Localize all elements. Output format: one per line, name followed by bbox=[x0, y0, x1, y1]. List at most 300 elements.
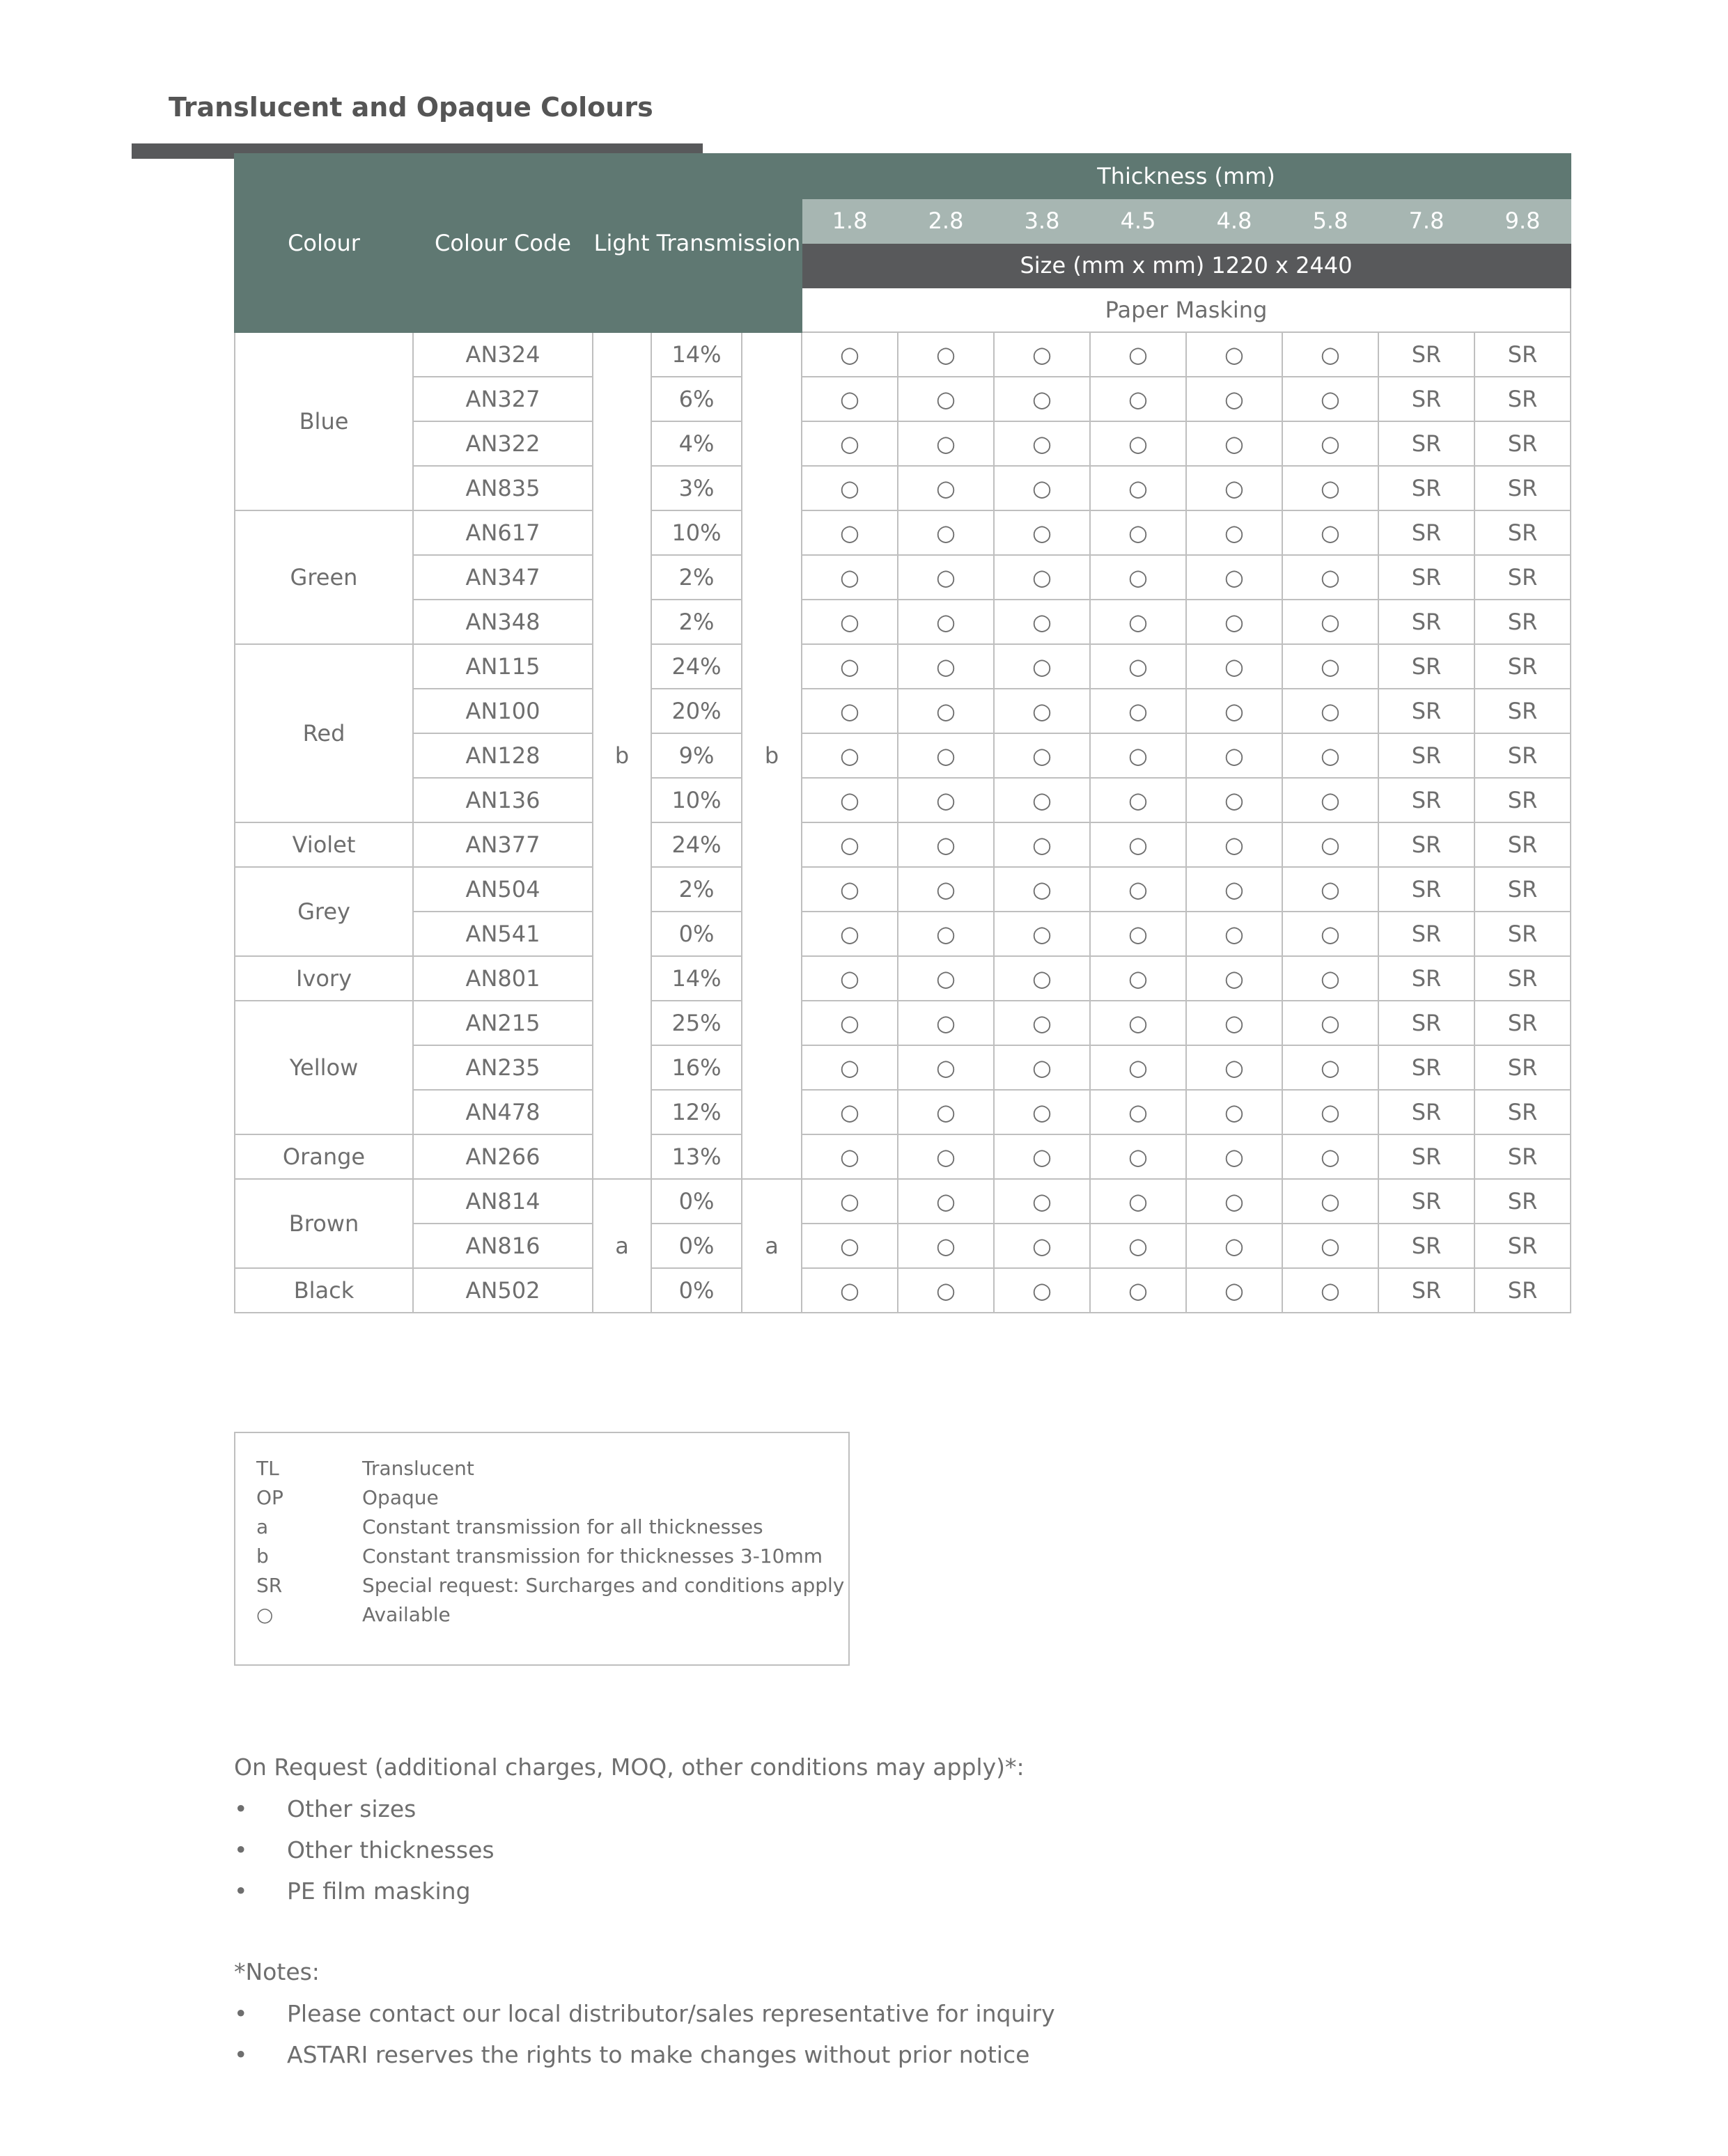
availability-cell: SR bbox=[1378, 421, 1474, 466]
availability-cell: ○ bbox=[1186, 510, 1282, 555]
table-row bbox=[235, 778, 1571, 822]
availability-cell: ○ bbox=[1282, 466, 1378, 510]
notes-heading: *Notes: bbox=[234, 1958, 320, 1985]
availability-cell: ○ bbox=[1186, 1134, 1282, 1179]
transmission-value-cell: 3% bbox=[651, 466, 742, 510]
transmission-value-cell: 9% bbox=[651, 733, 742, 778]
availability-cell: ○ bbox=[994, 1001, 1090, 1045]
bullet-item bbox=[234, 2034, 1055, 2075]
transmission-value-cell: 12% bbox=[651, 1090, 742, 1134]
availability-cell: ○ bbox=[898, 332, 994, 377]
availability-cell: SR bbox=[1378, 822, 1474, 867]
availability-cell: ○ bbox=[1186, 689, 1282, 733]
thickness-3-8: 3.8 bbox=[994, 198, 1090, 243]
availability-cell: SR bbox=[1474, 1268, 1571, 1313]
table-row bbox=[235, 867, 1571, 912]
availability-cell: ○ bbox=[994, 867, 1090, 912]
colour-code-cell: AN835 bbox=[413, 466, 593, 510]
availability-cell: ○ bbox=[1282, 332, 1378, 377]
availability-cell: ○ bbox=[1090, 600, 1186, 644]
availability-cell: ○ bbox=[1186, 1224, 1282, 1268]
colour-cell: Orange bbox=[235, 1134, 413, 1179]
header-size: Size (mm x mm) 1220 x 2440 bbox=[802, 243, 1571, 288]
availability-cell: ○ bbox=[898, 1045, 994, 1090]
availability-cell: ○ bbox=[898, 377, 994, 421]
availability-cell: ○ bbox=[1090, 778, 1186, 822]
availability-cell: ○ bbox=[1186, 555, 1282, 600]
bullet-text: Other thicknesses bbox=[287, 1836, 495, 1864]
availability-cell: ○ bbox=[898, 555, 994, 600]
availability-cell: ○ bbox=[802, 510, 898, 555]
availability-cell: ○ bbox=[1282, 1268, 1378, 1313]
availability-cell: ○ bbox=[802, 1001, 898, 1045]
availability-cell: SR bbox=[1378, 600, 1474, 644]
availability-cell: ○ bbox=[1186, 867, 1282, 912]
availability-cell: ○ bbox=[1186, 600, 1282, 644]
legend-box bbox=[234, 1432, 850, 1666]
availability-cell: ○ bbox=[898, 1179, 994, 1224]
table-row bbox=[235, 332, 1571, 377]
availability-cell: ○ bbox=[1282, 733, 1378, 778]
legend-key: b bbox=[256, 1545, 269, 1568]
colour-code-cell: AN502 bbox=[413, 1268, 593, 1313]
colour-code-cell: AN266 bbox=[413, 1134, 593, 1179]
thickness-4-8: 4.8 bbox=[1186, 198, 1282, 243]
colour-code-cell: AN478 bbox=[413, 1090, 593, 1134]
availability-cell: ○ bbox=[994, 689, 1090, 733]
availability-cell: ○ bbox=[898, 822, 994, 867]
table-row bbox=[235, 555, 1571, 600]
table-row bbox=[235, 912, 1571, 956]
transmission-value-cell: 24% bbox=[651, 644, 742, 689]
availability-cell: SR bbox=[1474, 332, 1571, 377]
transmission-value-cell: 0% bbox=[651, 912, 742, 956]
availability-cell: SR bbox=[1474, 377, 1571, 421]
availability-cell: ○ bbox=[802, 644, 898, 689]
availability-cell: ○ bbox=[1090, 377, 1186, 421]
table-row bbox=[235, 1134, 1571, 1179]
availability-cell: ○ bbox=[1282, 1179, 1378, 1224]
availability-cell: ○ bbox=[802, 733, 898, 778]
availability-cell: ○ bbox=[1282, 1001, 1378, 1045]
colour-spec-table bbox=[234, 153, 1571, 1313]
availability-cell: ○ bbox=[898, 1090, 994, 1134]
bullet-item bbox=[234, 1870, 1025, 1912]
availability-cell: ○ bbox=[994, 1224, 1090, 1268]
transmission-value-cell: 2% bbox=[651, 555, 742, 600]
availability-cell: ○ bbox=[1090, 466, 1186, 510]
legend-item bbox=[256, 1515, 763, 1538]
table-row bbox=[235, 689, 1571, 733]
availability-cell: ○ bbox=[1090, 1090, 1186, 1134]
availability-cell: SR bbox=[1378, 466, 1474, 510]
table-row bbox=[235, 1090, 1571, 1134]
availability-cell: ○ bbox=[994, 778, 1090, 822]
availability-cell: SR bbox=[1378, 1224, 1474, 1268]
colour-code-cell: AN541 bbox=[413, 912, 593, 956]
transmission-value-cell: 14% bbox=[651, 956, 742, 1001]
availability-cell: SR bbox=[1474, 867, 1571, 912]
availability-cell: SR bbox=[1474, 555, 1571, 600]
availability-cell: ○ bbox=[1186, 1179, 1282, 1224]
colour-cell: Red bbox=[235, 644, 413, 822]
availability-cell: SR bbox=[1378, 555, 1474, 600]
availability-cell: ○ bbox=[802, 1134, 898, 1179]
table-body bbox=[235, 332, 1571, 1313]
page-title: Translucent and Opaque Colours bbox=[169, 92, 653, 123]
availability-cell: ○ bbox=[1282, 644, 1378, 689]
bullet-dot: • bbox=[234, 2000, 248, 2027]
transmission-value-cell: 16% bbox=[651, 1045, 742, 1090]
colour-code-cell: AN348 bbox=[413, 600, 593, 644]
legend-item bbox=[256, 1603, 451, 1626]
availability-cell: ○ bbox=[802, 689, 898, 733]
availability-cell: ○ bbox=[1282, 510, 1378, 555]
bullet-item bbox=[234, 1993, 1055, 2034]
bullet-text: Please contact our local distributor/sales representative for inquiry bbox=[287, 2000, 1055, 2027]
colour-cell: Yellow bbox=[235, 1001, 413, 1134]
transmission-note-cell: a bbox=[742, 1179, 802, 1313]
availability-cell: ○ bbox=[1186, 733, 1282, 778]
availability-cell: ○ bbox=[898, 421, 994, 466]
transmission-value-cell: 10% bbox=[651, 778, 742, 822]
availability-cell: ○ bbox=[994, 1090, 1090, 1134]
availability-cell: SR bbox=[1378, 689, 1474, 733]
availability-cell: ○ bbox=[802, 1224, 898, 1268]
colour-cell: Blue bbox=[235, 332, 413, 510]
availability-cell: SR bbox=[1474, 778, 1571, 822]
transmission-value-cell: 2% bbox=[651, 600, 742, 644]
availability-cell: ○ bbox=[802, 867, 898, 912]
header-colour: Colour bbox=[235, 154, 413, 332]
availability-cell: SR bbox=[1474, 1134, 1571, 1179]
availability-cell: SR bbox=[1474, 822, 1571, 867]
transmission-value-cell: 10% bbox=[651, 510, 742, 555]
table-row bbox=[235, 822, 1571, 867]
availability-cell: ○ bbox=[994, 644, 1090, 689]
on-request-heading: On Request (additional charges, MOQ, other conditions may apply)*: bbox=[234, 1753, 1025, 1781]
colour-code-cell: AN128 bbox=[413, 733, 593, 778]
availability-cell: ○ bbox=[898, 912, 994, 956]
table-row bbox=[235, 956, 1571, 1001]
table-header bbox=[235, 154, 1571, 332]
availability-cell: ○ bbox=[1186, 822, 1282, 867]
availability-cell: ○ bbox=[1090, 1134, 1186, 1179]
availability-cell: SR bbox=[1474, 1001, 1571, 1045]
availability-cell: ○ bbox=[1090, 1001, 1186, 1045]
availability-cell: ○ bbox=[1282, 912, 1378, 956]
legend-key: ○ bbox=[256, 1603, 274, 1626]
colour-cell: Brown bbox=[235, 1179, 413, 1268]
availability-cell: ○ bbox=[802, 1090, 898, 1134]
thickness-9-8: 9.8 bbox=[1474, 198, 1571, 243]
availability-cell: ○ bbox=[1090, 1224, 1186, 1268]
availability-cell: ○ bbox=[898, 867, 994, 912]
availability-cell: ○ bbox=[898, 689, 994, 733]
availability-cell: ○ bbox=[1282, 1045, 1378, 1090]
availability-cell: SR bbox=[1378, 1134, 1474, 1179]
availability-cell: ○ bbox=[1282, 689, 1378, 733]
transmission-value-cell: 0% bbox=[651, 1179, 742, 1224]
availability-cell: ○ bbox=[1090, 510, 1186, 555]
table-row bbox=[235, 600, 1571, 644]
availability-cell: ○ bbox=[994, 1045, 1090, 1090]
transmission-value-cell: 2% bbox=[651, 867, 742, 912]
legend-text: Special request: Surcharges and conditions apply bbox=[362, 1574, 845, 1597]
colour-code-cell: AN617 bbox=[413, 510, 593, 555]
legend-key: OP bbox=[256, 1486, 283, 1509]
colour-code-cell: AN327 bbox=[413, 377, 593, 421]
table-row bbox=[235, 510, 1571, 555]
thickness-5-8: 5.8 bbox=[1282, 198, 1378, 243]
availability-cell: ○ bbox=[994, 1134, 1090, 1179]
availability-cell: SR bbox=[1378, 510, 1474, 555]
table-row bbox=[235, 1268, 1571, 1313]
transmission-note-cell: b bbox=[742, 332, 802, 1179]
availability-cell: ○ bbox=[1090, 822, 1186, 867]
availability-cell: ○ bbox=[1186, 778, 1282, 822]
availability-cell: ○ bbox=[898, 510, 994, 555]
availability-cell: ○ bbox=[1090, 332, 1186, 377]
availability-cell: ○ bbox=[802, 912, 898, 956]
colour-code-cell: AN235 bbox=[413, 1045, 593, 1090]
availability-cell: ○ bbox=[898, 1268, 994, 1313]
thickness-7-8: 7.8 bbox=[1378, 198, 1474, 243]
transmission-value-cell: 0% bbox=[651, 1224, 742, 1268]
availability-cell: ○ bbox=[802, 1179, 898, 1224]
availability-cell: ○ bbox=[994, 377, 1090, 421]
availability-cell: SR bbox=[1474, 1179, 1571, 1224]
thickness-2-8: 2.8 bbox=[898, 198, 994, 243]
availability-cell: ○ bbox=[1186, 1001, 1282, 1045]
header-light-transmission: Light Transmission bbox=[593, 154, 802, 332]
availability-cell: ○ bbox=[994, 822, 1090, 867]
availability-cell: ○ bbox=[1090, 1179, 1186, 1224]
table-row bbox=[235, 1001, 1571, 1045]
colour-code-cell: AN504 bbox=[413, 867, 593, 912]
on-request-section bbox=[234, 1747, 1025, 1912]
availability-cell: ○ bbox=[994, 600, 1090, 644]
legend-item bbox=[256, 1457, 474, 1480]
availability-cell: SR bbox=[1474, 1224, 1571, 1268]
colour-cell: Black bbox=[235, 1268, 413, 1313]
colour-code-cell: AN347 bbox=[413, 555, 593, 600]
availability-cell: SR bbox=[1378, 956, 1474, 1001]
availability-cell: ○ bbox=[1282, 1224, 1378, 1268]
transmission-note-cell: b bbox=[593, 332, 651, 1179]
legend-key: SR bbox=[256, 1574, 283, 1597]
transmission-value-cell: 0% bbox=[651, 1268, 742, 1313]
thickness-1-8: 1.8 bbox=[802, 198, 898, 243]
availability-cell: ○ bbox=[1090, 1268, 1186, 1313]
availability-cell: ○ bbox=[1090, 867, 1186, 912]
colour-code-cell: AN801 bbox=[413, 956, 593, 1001]
availability-cell: ○ bbox=[802, 1045, 898, 1090]
availability-cell: ○ bbox=[1090, 689, 1186, 733]
availability-cell: ○ bbox=[1186, 332, 1282, 377]
legend-item bbox=[256, 1486, 439, 1509]
availability-cell: SR bbox=[1378, 1045, 1474, 1090]
availability-cell: ○ bbox=[994, 1179, 1090, 1224]
legend-text: Translucent bbox=[362, 1457, 474, 1480]
transmission-value-cell: 6% bbox=[651, 377, 742, 421]
colour-code-cell: AN215 bbox=[413, 1001, 593, 1045]
availability-cell: ○ bbox=[1282, 600, 1378, 644]
availability-cell: ○ bbox=[1186, 1090, 1282, 1134]
availability-cell: ○ bbox=[898, 1134, 994, 1179]
availability-cell: ○ bbox=[1282, 555, 1378, 600]
availability-cell: ○ bbox=[1282, 822, 1378, 867]
bullet-text: PE film masking bbox=[287, 1877, 471, 1905]
availability-cell: SR bbox=[1378, 1001, 1474, 1045]
availability-cell: ○ bbox=[1090, 912, 1186, 956]
bullet-dot: • bbox=[234, 1836, 248, 1864]
table-row bbox=[235, 1224, 1571, 1268]
availability-cell: SR bbox=[1378, 1268, 1474, 1313]
availability-cell: ○ bbox=[898, 466, 994, 510]
availability-cell: SR bbox=[1378, 733, 1474, 778]
colour-code-cell: AN324 bbox=[413, 332, 593, 377]
legend-item bbox=[256, 1545, 823, 1568]
legend-text: Available bbox=[362, 1603, 451, 1626]
transmission-value-cell: 20% bbox=[651, 689, 742, 733]
table-row bbox=[235, 466, 1571, 510]
availability-cell: ○ bbox=[1186, 421, 1282, 466]
availability-cell: ○ bbox=[994, 1268, 1090, 1313]
availability-cell: ○ bbox=[1282, 1090, 1378, 1134]
availability-cell: ○ bbox=[1282, 867, 1378, 912]
availability-cell: ○ bbox=[1186, 466, 1282, 510]
availability-cell: SR bbox=[1474, 1090, 1571, 1134]
table-row bbox=[235, 733, 1571, 778]
bullet-dot: • bbox=[234, 1877, 248, 1905]
availability-cell: SR bbox=[1474, 510, 1571, 555]
availability-cell: SR bbox=[1474, 1045, 1571, 1090]
availability-cell: ○ bbox=[1090, 1045, 1186, 1090]
availability-cell: ○ bbox=[994, 956, 1090, 1001]
transmission-value-cell: 14% bbox=[651, 332, 742, 377]
availability-cell: ○ bbox=[898, 1224, 994, 1268]
availability-cell: ○ bbox=[1090, 644, 1186, 689]
availability-cell: SR bbox=[1378, 912, 1474, 956]
on-request-list bbox=[234, 1788, 1025, 1912]
colour-code-cell: AN377 bbox=[413, 822, 593, 867]
legend-item bbox=[256, 1574, 844, 1597]
availability-cell: ○ bbox=[898, 956, 994, 1001]
availability-cell: ○ bbox=[1282, 1134, 1378, 1179]
availability-cell: SR bbox=[1474, 689, 1571, 733]
availability-cell: ○ bbox=[994, 555, 1090, 600]
availability-cell: ○ bbox=[802, 600, 898, 644]
availability-cell: ○ bbox=[802, 332, 898, 377]
availability-cell: SR bbox=[1378, 1090, 1474, 1134]
transmission-note-cell: a bbox=[593, 1179, 651, 1313]
colour-cell: Grey bbox=[235, 867, 413, 956]
table-row bbox=[235, 1179, 1571, 1224]
availability-cell: ○ bbox=[802, 778, 898, 822]
availability-cell: ○ bbox=[1282, 956, 1378, 1001]
header-paper-masking: Paper Masking bbox=[802, 288, 1571, 332]
availability-cell: ○ bbox=[898, 600, 994, 644]
notes-section bbox=[234, 1951, 1055, 2075]
availability-cell: ○ bbox=[994, 332, 1090, 377]
availability-cell: SR bbox=[1378, 1179, 1474, 1224]
notes-list bbox=[234, 1993, 1055, 2075]
availability-cell: ○ bbox=[1186, 912, 1282, 956]
bullet-text: ASTARI reserves the rights to make changes without prior notice bbox=[287, 2041, 1030, 2068]
colour-code-cell: AN322 bbox=[413, 421, 593, 466]
table-row bbox=[235, 377, 1571, 421]
availability-cell: ○ bbox=[898, 778, 994, 822]
availability-cell: ○ bbox=[994, 466, 1090, 510]
availability-cell: SR bbox=[1474, 421, 1571, 466]
colour-code-cell: AN100 bbox=[413, 689, 593, 733]
table-row bbox=[235, 1045, 1571, 1090]
availability-cell: ○ bbox=[898, 644, 994, 689]
transmission-value-cell: 4% bbox=[651, 421, 742, 466]
availability-cell: ○ bbox=[802, 421, 898, 466]
legend-text: Constant transmission for all thicknesses bbox=[362, 1515, 763, 1538]
availability-cell: ○ bbox=[994, 733, 1090, 778]
colour-code-cell: AN136 bbox=[413, 778, 593, 822]
availability-cell: ○ bbox=[802, 1268, 898, 1313]
bullet-text: Other sizes bbox=[287, 1795, 417, 1822]
availability-cell: ○ bbox=[802, 555, 898, 600]
availability-cell: ○ bbox=[1090, 956, 1186, 1001]
availability-cell: SR bbox=[1474, 733, 1571, 778]
colour-cell: Green bbox=[235, 510, 413, 644]
availability-cell: SR bbox=[1378, 644, 1474, 689]
header-thickness: Thickness (mm) bbox=[802, 154, 1571, 198]
availability-cell: ○ bbox=[1090, 555, 1186, 600]
colour-cell: Ivory bbox=[235, 956, 413, 1001]
bullet-item bbox=[234, 1788, 1025, 1829]
availability-cell: ○ bbox=[994, 510, 1090, 555]
transmission-value-cell: 13% bbox=[651, 1134, 742, 1179]
colour-code-cell: AN814 bbox=[413, 1179, 593, 1224]
table-row bbox=[235, 644, 1571, 689]
availability-cell: ○ bbox=[1282, 778, 1378, 822]
availability-cell: SR bbox=[1378, 867, 1474, 912]
availability-cell: ○ bbox=[802, 466, 898, 510]
availability-cell: SR bbox=[1474, 644, 1571, 689]
availability-cell: ○ bbox=[802, 956, 898, 1001]
availability-cell: SR bbox=[1474, 600, 1571, 644]
legend-key: TL bbox=[256, 1457, 279, 1480]
availability-cell: ○ bbox=[1090, 421, 1186, 466]
legend-text: Constant transmission for thicknesses 3-10mm bbox=[362, 1545, 823, 1568]
bullet-dot: • bbox=[234, 2041, 248, 2068]
availability-cell: ○ bbox=[802, 377, 898, 421]
availability-cell: ○ bbox=[898, 733, 994, 778]
availability-cell: ○ bbox=[994, 912, 1090, 956]
availability-cell: ○ bbox=[1282, 377, 1378, 421]
availability-cell: SR bbox=[1474, 956, 1571, 1001]
availability-cell: ○ bbox=[898, 1001, 994, 1045]
table-row bbox=[235, 421, 1571, 466]
availability-cell: ○ bbox=[802, 822, 898, 867]
availability-cell: ○ bbox=[1186, 1268, 1282, 1313]
colour-cell: Violet bbox=[235, 822, 413, 867]
availability-cell: ○ bbox=[1186, 644, 1282, 689]
availability-cell: SR bbox=[1474, 912, 1571, 956]
availability-cell: ○ bbox=[1282, 421, 1378, 466]
bullet-item bbox=[234, 1829, 1025, 1870]
colour-code-cell: AN816 bbox=[413, 1224, 593, 1268]
legend-text: Opaque bbox=[362, 1486, 439, 1509]
colour-code-cell: AN115 bbox=[413, 644, 593, 689]
availability-cell: SR bbox=[1378, 377, 1474, 421]
